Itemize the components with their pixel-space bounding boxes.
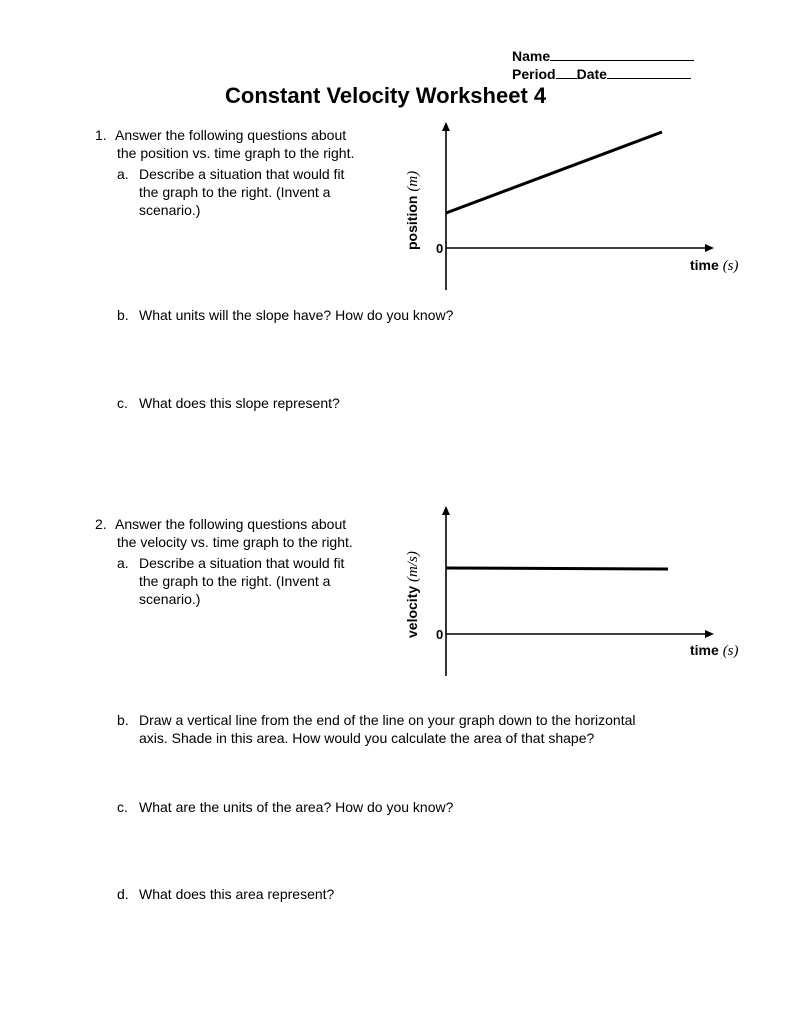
q1a-line3: scenario.) bbox=[139, 202, 201, 218]
q1a-letter: a. bbox=[117, 166, 129, 182]
q2a-letter: a. bbox=[117, 555, 129, 571]
q2-intro-line2: the velocity vs. time graph to the right. bbox=[117, 534, 353, 550]
graph1-x-unit: (s) bbox=[722, 258, 739, 274]
graph2-x-label-text: time bbox=[690, 642, 719, 658]
graph1-y-unit: (m) bbox=[405, 170, 421, 192]
graph2-y-arrow bbox=[442, 506, 450, 515]
q1-intro-line1: Answer the following questions about bbox=[115, 127, 347, 143]
q2d-letter: d. bbox=[117, 886, 129, 902]
q2a-line3: scenario.) bbox=[139, 591, 201, 607]
q2d-text: What does this area represent? bbox=[139, 886, 335, 902]
q1a-line2: the graph to the right. (Invent a bbox=[139, 184, 331, 200]
graph1-y-label-text: position bbox=[404, 195, 420, 250]
q1-number: 1. bbox=[95, 127, 107, 143]
q1c-text: What does this slope represent? bbox=[139, 395, 340, 411]
q1b-text: What units will the slope have? How do you know? bbox=[139, 307, 454, 323]
graph2-x-axis-label bbox=[690, 642, 739, 660]
q2c-letter: c. bbox=[117, 799, 128, 815]
graph2-y-unit: (m/s) bbox=[405, 551, 421, 582]
graph2-y-label-text: velocity bbox=[404, 585, 420, 638]
graph1-x-label-text: time bbox=[690, 257, 719, 273]
q1-intro-line2: the position vs. time graph to the right. bbox=[117, 145, 355, 161]
q2-intro-line1: Answer the following questions about bbox=[115, 516, 347, 532]
graph2-data-line bbox=[446, 568, 668, 569]
q1c-letter: c. bbox=[117, 395, 128, 411]
graph2-x-unit: (s) bbox=[722, 643, 739, 659]
name-label: Name bbox=[512, 48, 551, 64]
q2a-line1: Describe a situation that would fit bbox=[139, 555, 345, 571]
graph2-y-axis-label bbox=[404, 551, 422, 638]
q2a-line2: the graph to the right. (Invent a bbox=[139, 573, 331, 589]
graph1-origin-label: 0 bbox=[436, 241, 444, 256]
q2b-letter: b. bbox=[117, 712, 129, 728]
q1a-line1: Describe a situation that would fit bbox=[139, 166, 345, 182]
q2b-line1: Draw a vertical line from the end of the line on your graph down to the horizontal bbox=[139, 712, 636, 728]
period-label: Period bbox=[512, 66, 556, 82]
page-title: Constant Velocity Worksheet 4 bbox=[225, 83, 547, 108]
q2-number: 2. bbox=[95, 516, 107, 532]
q1b-letter: b. bbox=[117, 307, 129, 323]
q2b-line2: axis. Shade in this area. How would you calculate the area of that shape? bbox=[139, 730, 595, 746]
graph2-x-arrow bbox=[705, 630, 714, 638]
graph2-origin-label: 0 bbox=[436, 627, 444, 642]
q2c-text: What are the units of the area? How do you know? bbox=[139, 799, 454, 815]
date-label: Date bbox=[576, 66, 607, 82]
